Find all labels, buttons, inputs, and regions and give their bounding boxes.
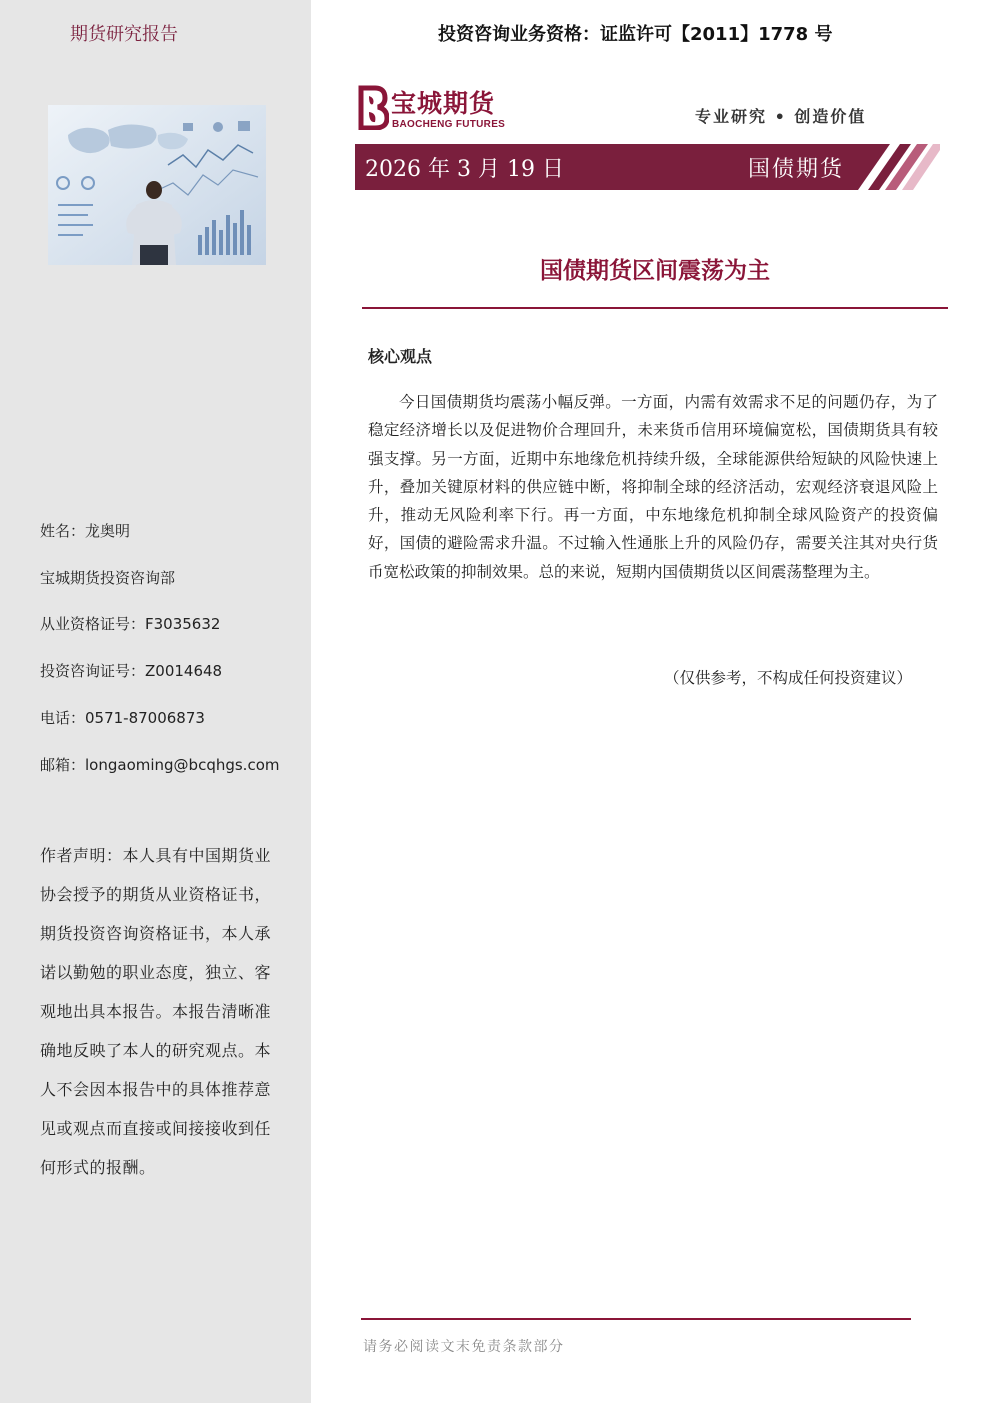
author-name: 姓名：龙奥明 bbox=[40, 522, 131, 540]
author-consult-license: 投资咨询证号：Z0014648 bbox=[40, 662, 223, 681]
author-department: 宝城期货投资咨询部 bbox=[40, 568, 176, 587]
footer-divider bbox=[361, 1318, 911, 1320]
certification-line: 投资咨询业务资格：证监许可【2011】1778 号 bbox=[438, 24, 833, 45]
reference-note: （仅供参考，不构成任何投资建议） bbox=[664, 669, 913, 687]
hero-image bbox=[48, 105, 266, 265]
report-date: 2026 年 3 月 19 日 bbox=[365, 157, 564, 182]
sidebar bbox=[0, 0, 311, 1403]
author-email[interactable]: 邮箱：longaoming@bcqhgs.com bbox=[40, 755, 280, 774]
headline-divider bbox=[362, 307, 948, 309]
logo-chinese: 宝城期货 bbox=[391, 89, 496, 118]
businessman-charts-illustration bbox=[48, 105, 266, 265]
baocheng-logo-icon bbox=[355, 84, 389, 130]
author-info bbox=[40, 508, 280, 788]
report-headline: 国债期货区间震荡为主 bbox=[540, 258, 770, 284]
author-disclaimer: 作者声明：本人具有中国期货业协会授予的期货从业资格证书，期货投资咨询资格证书，本人承诺以勤勉的职业态度，独立、客观地出具本报告。本报告清晰准确地反映了本人的研究观点。本人不会因本报告中的具体推荐意见或观点而直接或间接接收到任何形式的报酬。 bbox=[40, 846, 272, 1177]
report-category: 国债期货 bbox=[748, 157, 845, 182]
section-title: 核心观点 bbox=[368, 347, 433, 366]
slogan: 专业研究 • 创造价值 bbox=[695, 107, 867, 126]
report-body: 今日国债期货均震荡小幅反弹。一方面，内需有效需求不足的问题仍存，为了稳定经济增长以及促进物价合理回升，未来货币信用环境偏宽松，国债期货具有较强支撑。另一方面，近期中东地缘危机持续升级，全球能源供给短缺的风险快速上升，叠加关键原材料的供应链中断，将抑制全球的经济活动，宏观经济衰退风险上升，推动无风险利率下行。再一方面，中东地缘危机抑制全球风险资产的投资偏好，国债的避险需求升温。不过输入性通胀上升的风险仍存，需要关注其对央行货币宽松政策的抑制效果。总的来说，短期内国债期货以区间震荡整理为主。 bbox=[368, 393, 938, 581]
report-type-label: 期货研究报告 bbox=[70, 24, 178, 45]
author-license: 从业资格证号：F3035632 bbox=[40, 615, 221, 634]
logo-english: BAOCHENG FUTURES bbox=[392, 119, 506, 130]
author-phone: 电话：0571-87006873 bbox=[40, 708, 205, 727]
company-logo bbox=[355, 84, 525, 132]
footer-notice: 请务必阅读文末免责条款部分 bbox=[363, 1339, 565, 1355]
